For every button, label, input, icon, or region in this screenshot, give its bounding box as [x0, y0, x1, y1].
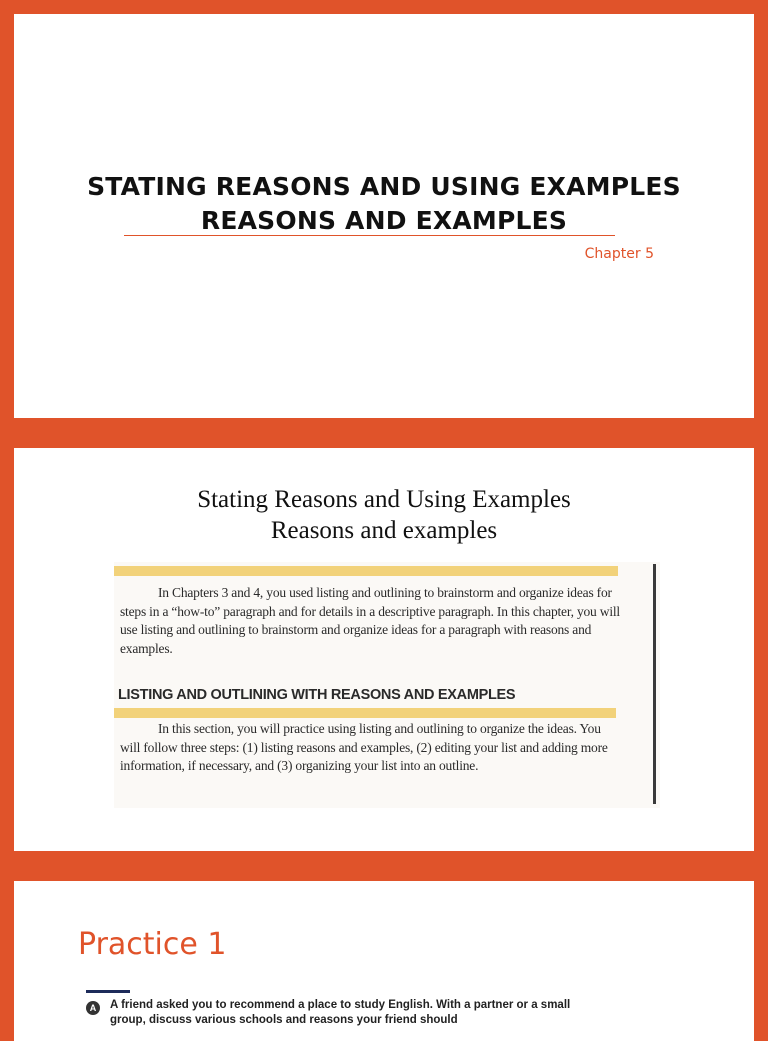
slide-subtitle: Chapter 5 — [584, 246, 654, 262]
slide-heading-line-2: Reasons and examples — [270, 517, 498, 544]
highlight-band-top — [114, 566, 618, 576]
title-underline — [124, 235, 615, 236]
practice-slide — [14, 881, 754, 1041]
section-heading: LISTING AND OUTLINING WITH REASONS AND EXAMPLES — [118, 687, 516, 703]
slide-title-line-1: STATING REASONS AND USING EXAMPLES — [87, 172, 681, 201]
content-slide — [14, 448, 754, 851]
section-paragraph: In this section, you will practice using listing and outlining to organize the ideas. You will follow three steps: (1) listing reasons and examples, (2) editing your list and adding more information, if necessary, and (3) organizing your list into an outline. — [120, 721, 608, 773]
slide-title-line-2: REASONS AND EXAMPLES — [200, 206, 568, 235]
page-edge-line — [653, 564, 656, 804]
textbook-excerpt-image — [114, 562, 660, 808]
intro-paragraph: In Chapters 3 and 4, you used listing and outlining to brainstorm and organize ideas for steps in a “how-to” paragraph and for details in a descriptive paragraph. In this chapter, you will use listing and outlining to brainstorm and organize ideas for a paragraph with reasons and examples. — [120, 585, 620, 656]
slide-title — [14, 170, 754, 238]
practice-title: Practice 1 — [78, 927, 227, 962]
title-accent-rule — [86, 990, 130, 993]
slide-heading-line-1: Stating Reasons and Using Examples — [197, 486, 571, 513]
exercise-instructions: A friend asked you to recommend a place to study English. With a partner or a small group, discuss various schools and reasons your friend should — [110, 999, 571, 1026]
title-slide — [14, 14, 754, 418]
slide-heading — [14, 484, 754, 546]
highlight-band-bottom — [114, 708, 616, 718]
exercise-letter-badge: A — [86, 1001, 100, 1015]
